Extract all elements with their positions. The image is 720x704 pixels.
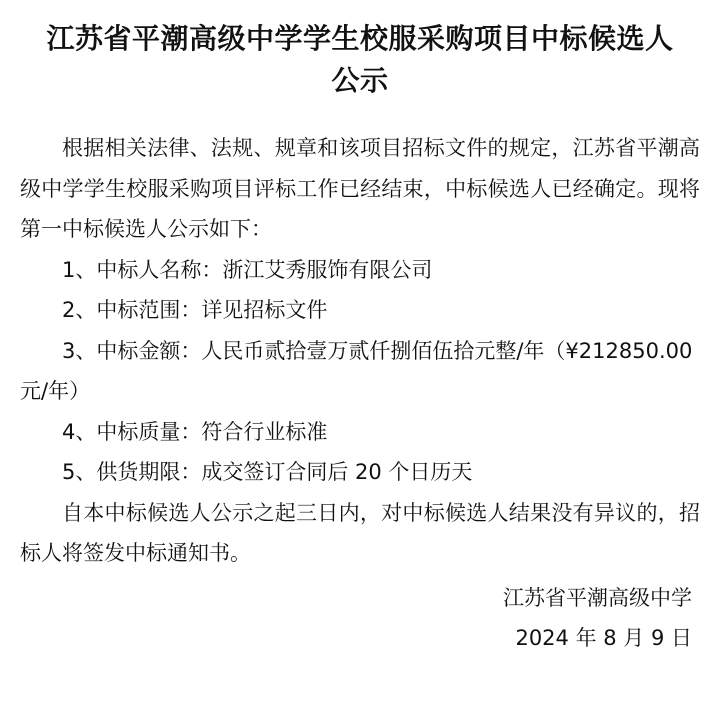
intro-paragraph: 根据相关法律、法规、规章和该项目招标文件的规定，江苏省平潮高级中学学生校服采购项目评标工作已经结束，中标候选人已经确定。现将第一中标候选人公示如下：: [20, 136, 700, 241]
title-line-2: 公示: [331, 64, 389, 97]
item-winner: 1、中标人名称：浙江艾秀服饰有限公司: [62, 257, 433, 282]
item-amount: 3、中标金额：人民币贰拾壹万贰仟捌佰伍拾元整/年（¥212850.00 元/年）: [20, 338, 693, 403]
closing-paragraph: 自本中标候选人公示之起三日内，对中标候选人结果没有异议的，招标人将签发中标通知书。: [20, 500, 700, 565]
item-delivery: 5、供货期限：成交签订合同后 20 个日历天: [62, 460, 473, 484]
signature-org: 江苏省平潮高级中学: [503, 585, 692, 610]
item-scope: 2、中标范围：详见招标文件: [62, 298, 328, 322]
title-line-1: 江苏省平潮高级中学学生校服采购项目中标候选人: [46, 22, 674, 55]
page-title: [20, 18, 700, 102]
item-quality: 4、中标质量：符合行业标准: [62, 419, 328, 444]
announcement-body: [20, 128, 700, 659]
signature-date: 2024 年 8 月 9 日: [515, 626, 692, 650]
